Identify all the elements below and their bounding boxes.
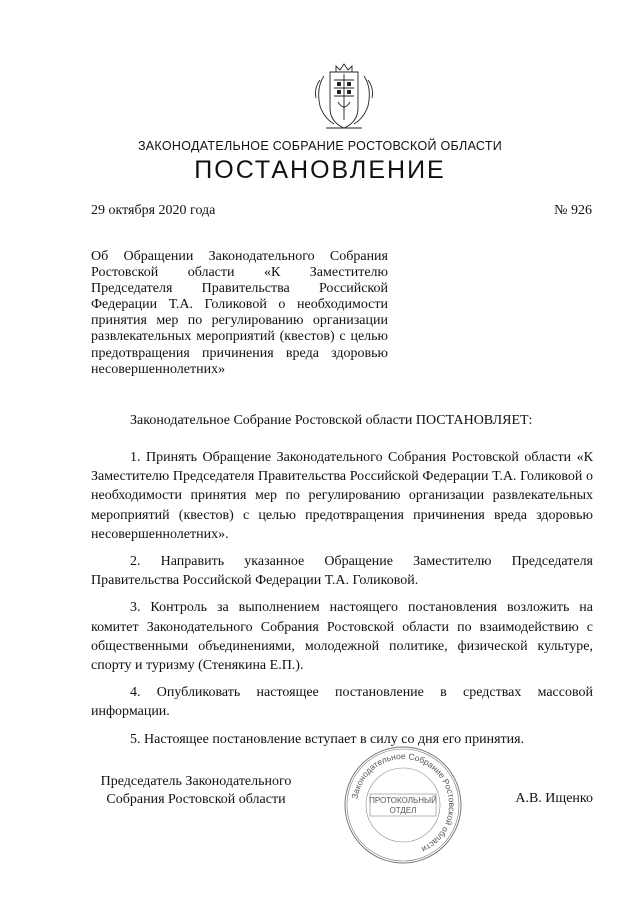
document-number: № 926 bbox=[554, 203, 592, 218]
document-date: 29 октября 2020 года bbox=[91, 203, 216, 218]
signatory-title bbox=[91, 773, 301, 809]
document-type-title: ПОСТАНОВЛЕНИЕ bbox=[194, 156, 446, 184]
resolution-item-5: 5. Настоящее постановление вступает в силу со дня его принятия. bbox=[130, 731, 525, 747]
seal-stamp-icon bbox=[342, 744, 464, 866]
signatory-title-line1: Председатель Законодательного bbox=[100, 774, 292, 789]
resolution-item-4: 4. Опубликовать настоящее постановление в средствах массовой информации. bbox=[91, 685, 593, 720]
seal-inner-line1: ПРОТОКОЛЬНЫЙ bbox=[369, 796, 437, 805]
resolution-item-1: 1. Принять Обращение Законодательного Собрания Ростовской области «К Заместителю Председателя Правительства Российской Федерации Т.А. Голиковой о необходимости принятия мер по регулированию организации развлекательных мероприятий (квестов) с целью предотвращения причинения вреда здоровью несовершеннолетних». bbox=[91, 450, 593, 542]
resolution-item-3: 3. Контроль за выполнением настоящего постановления возложить на комитет Законодательного Собрания Ростовской области по взаимодействию с общественными объединениями, молодежной политике, физической культуре, спорту и туризму (Стенякина Е.П.). bbox=[91, 600, 593, 674]
signatory-name: А.В. Ищенко bbox=[515, 791, 593, 806]
resolution-item-2: 2. Направить указанное Обращение Заместителю Председателя Правительства Российской Федерации Т.А. Голиковой. bbox=[91, 554, 593, 589]
coat-of-arms-icon bbox=[310, 58, 378, 134]
organization-name: ЗАКОНОДАТЕЛЬНОЕ СОБРАНИЕ РОСТОВСКОЙ ОБЛАСТИ bbox=[137, 139, 503, 153]
seal-ring-text: Законодательное Собрание Ростовской области bbox=[349, 750, 458, 855]
document-subject: Об Обращении Законодательного Собрания Ростовской области «К Заместителю Председателя Правительства Российской Федерации Т.А. Голиковой о необходимости принятия мер по регулированию организации развлекательных мероприятий (квестов) с целью предотвращения причинения вреда здоровью несовершеннолетних» bbox=[91, 249, 388, 377]
signatory-title-line2: Собрания Ростовской области bbox=[106, 792, 286, 807]
seal-inner-line2: ОТДЕЛ bbox=[389, 806, 417, 815]
preamble: Законодательное Собрание Ростовской области ПОСТАНОВЛЯЕТ: bbox=[130, 413, 533, 428]
resolution-items bbox=[91, 448, 593, 757]
